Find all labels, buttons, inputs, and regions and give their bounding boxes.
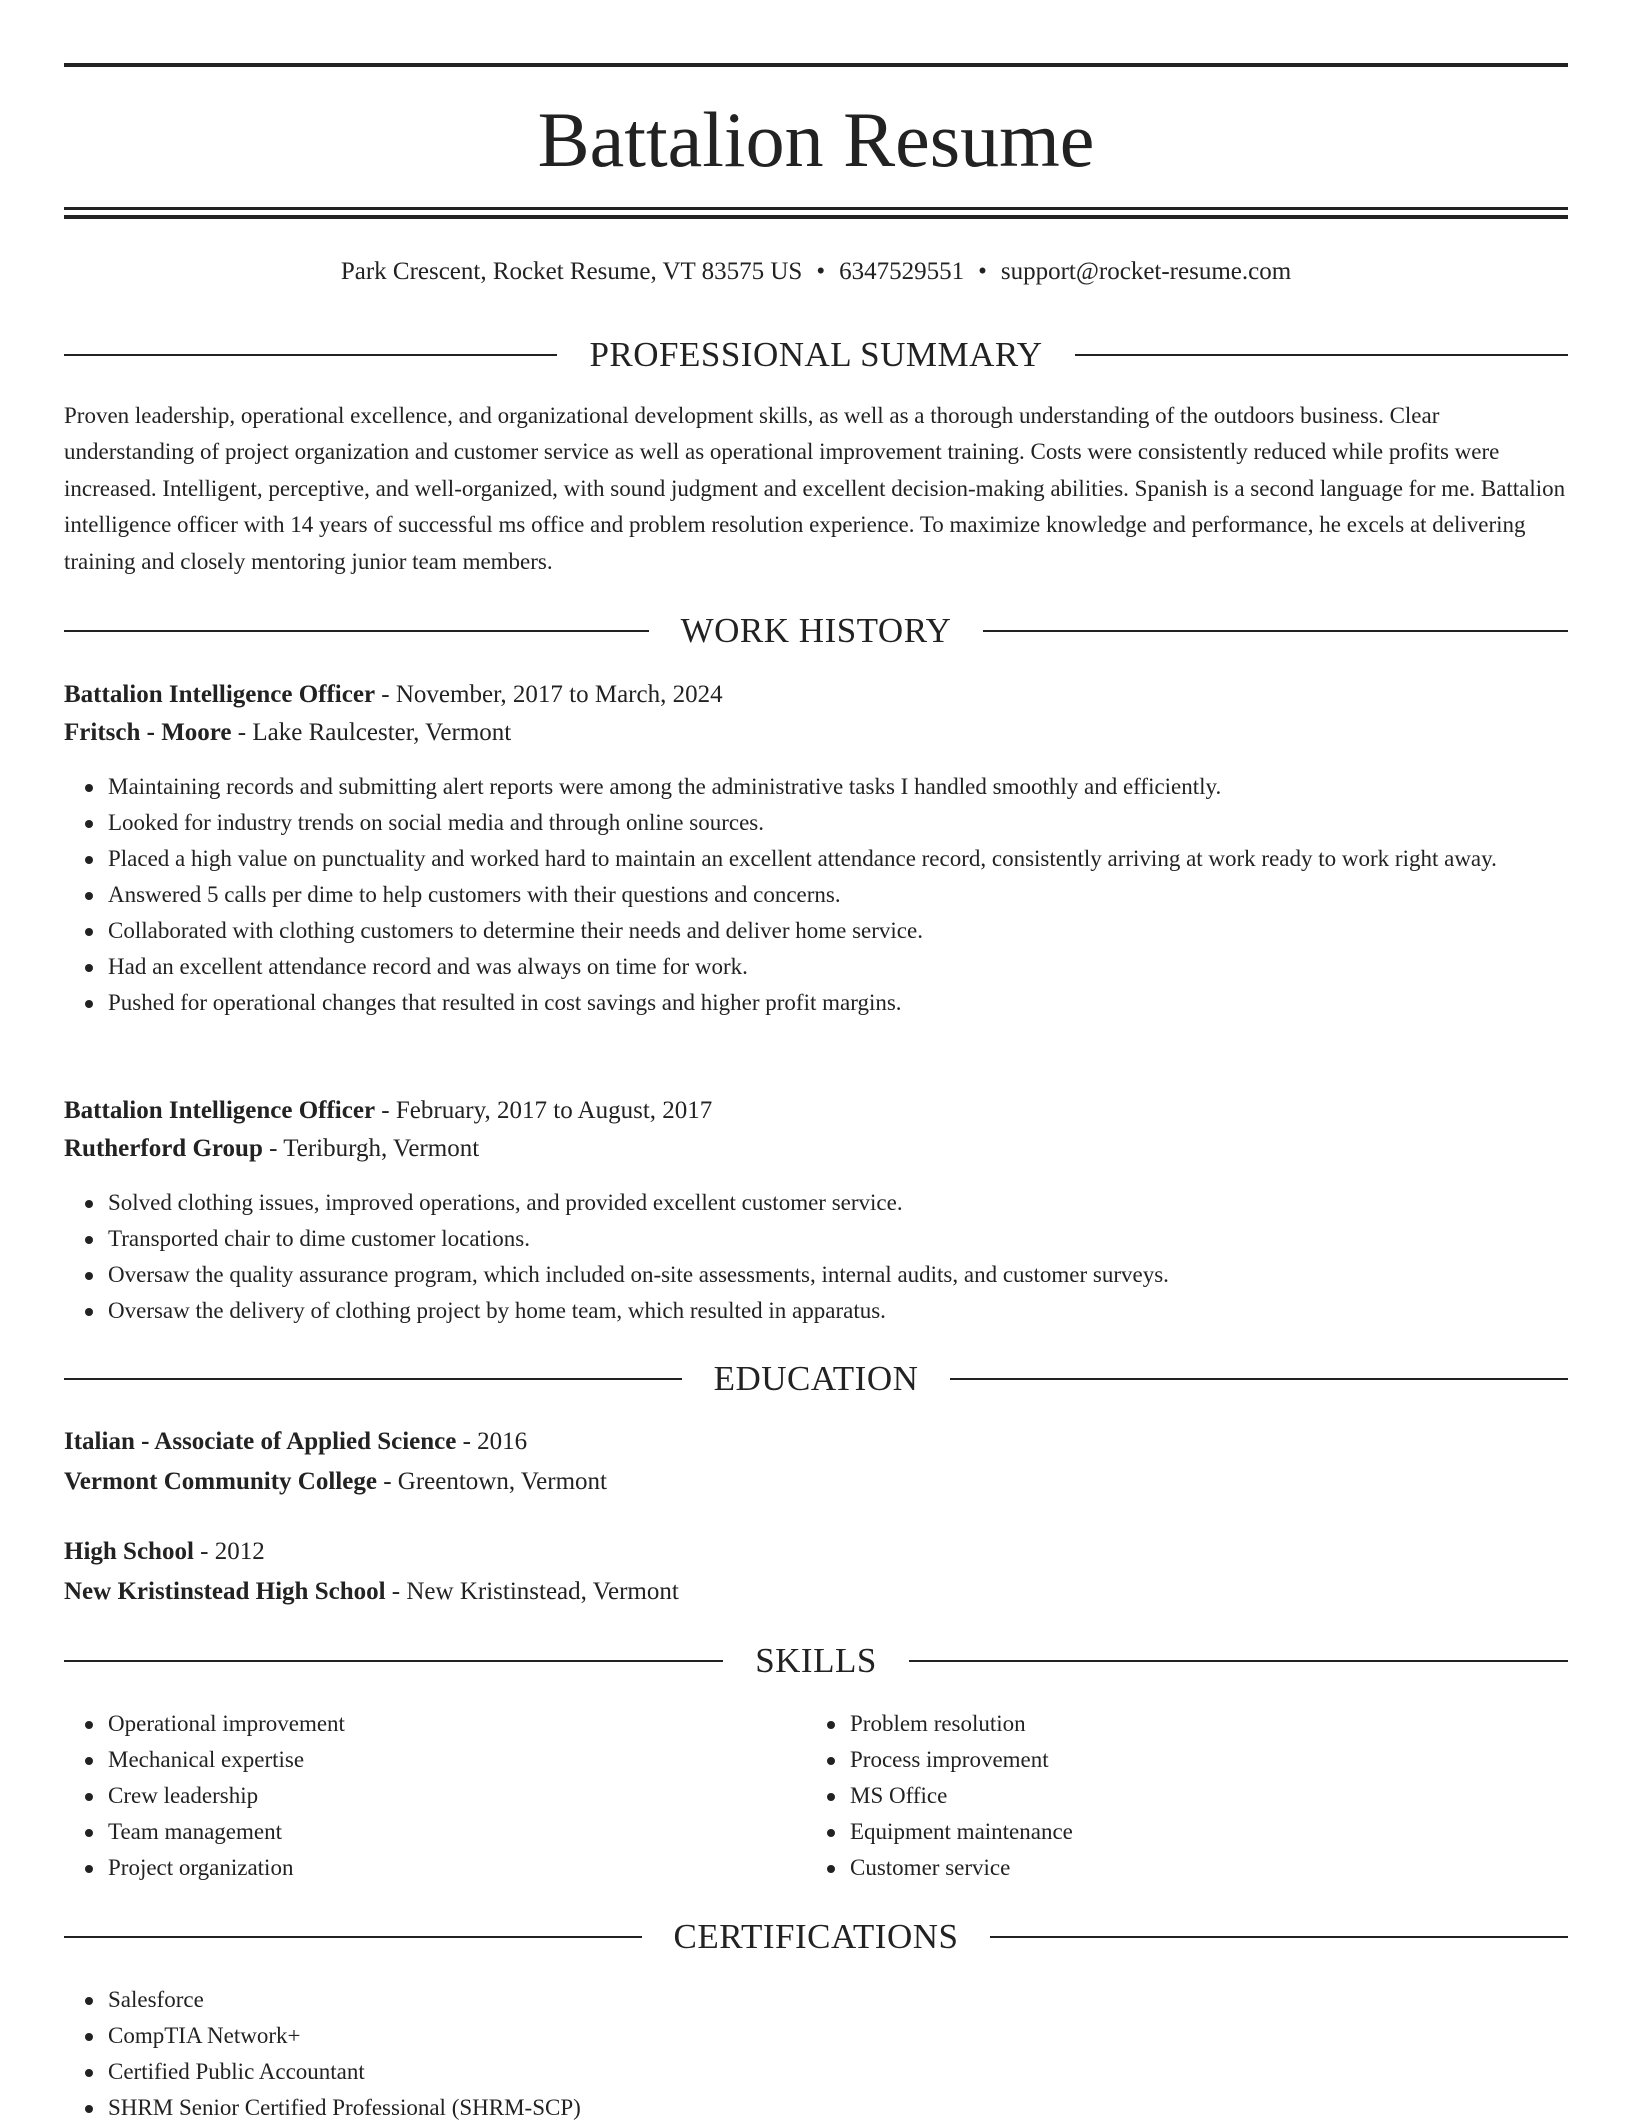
list-item: Collaborated with clothing customers to determine their needs and deliver home service. [108, 913, 1612, 949]
job-location: - Teriburgh, Vermont [262, 1135, 480, 1162]
job-title-line [64, 676, 1568, 714]
contact-address: Park Crescent, Rocket Resume, VT 83575 US [340, 258, 803, 285]
job-dates: - February, 2017 to August, 2017 [375, 1097, 713, 1124]
list-item: Mechanical expertise [108, 1742, 850, 1778]
section-rule [909, 1660, 1568, 1662]
education-location: - Greentown, Vermont [376, 1468, 607, 1495]
list-item: CompTIA Network+ [108, 2018, 1612, 2054]
list-item: Problem resolution [850, 1706, 1612, 1742]
contact-line [64, 253, 1568, 291]
job-location: - Lake Raulcester, Vermont [231, 719, 512, 746]
education-school-line [64, 1573, 1568, 1611]
list-item: Oversaw the quality assurance program, which included on-site assessments, internal audits, and customer surveys. [108, 1257, 1612, 1293]
job-company-line [64, 1130, 1568, 1168]
section-header-work-history [64, 609, 1568, 653]
skills-list-left [64, 1706, 850, 1886]
section-header-certifications [64, 1915, 1568, 1959]
header-top-rule [64, 63, 1568, 67]
list-item: Certified Public Accountant [108, 2054, 1612, 2090]
job-company: Rutherford Group [64, 1135, 263, 1162]
list-item: Team management [108, 1814, 850, 1850]
header-bottom-rule-2 [64, 215, 1568, 219]
education-school: New Kristinstead High School [64, 1578, 386, 1605]
education-school: Vermont Community College [64, 1468, 377, 1495]
section-header-skills [64, 1639, 1568, 1683]
list-item: Operational improvement [108, 1706, 850, 1742]
education-degree: Italian - Associate of Applied Science [64, 1428, 457, 1455]
section-rule [64, 1660, 723, 1662]
list-item: Process improvement [850, 1742, 1612, 1778]
list-item: Solved clothing issues, improved operations, and provided excellent customer service. [108, 1185, 1612, 1221]
section-rule [1075, 354, 1568, 356]
resume-name: Battalion Resume [537, 96, 1095, 183]
section-rule [64, 1936, 642, 1938]
job-bullets [64, 1185, 1612, 1329]
contact-phone: 6347529551 [839, 258, 965, 285]
job-title: Battalion Intelligence Officer [64, 1097, 376, 1124]
job-title: Battalion Intelligence Officer [64, 681, 376, 708]
education-location: - New Kristinstead, Vermont [385, 1578, 679, 1605]
education-degree: High School [64, 1538, 194, 1565]
list-item: SHRM Senior Certified Professional (SHRM-SCP) [108, 2090, 1612, 2126]
section-title: CERTIFICATIONS [673, 1917, 959, 1956]
certifications-list [64, 1982, 1612, 2126]
section-rule [64, 630, 649, 632]
list-item: Answered 5 calls per dime to help customers with their questions and concerns. [108, 877, 1612, 913]
list-item: Salesforce [108, 1982, 1612, 2018]
list-item: Oversaw the delivery of clothing project by home team, which resulted in apparatus. [108, 1293, 1612, 1329]
job-dates: - November, 2017 to March, 2024 [375, 681, 723, 708]
section-rule [990, 1936, 1568, 1938]
section-header-education [64, 1357, 1568, 1401]
section-header-summary [64, 333, 1568, 377]
skills-list-right [806, 1706, 1612, 1886]
section-title: SKILLS [755, 1641, 877, 1680]
list-item: Crew leadership [108, 1778, 850, 1814]
section-title: PROFESSIONAL SUMMARY [589, 335, 1043, 374]
job-title-line [64, 1092, 1568, 1130]
list-item: Pushed for operational changes that resulted in cost savings and higher profit margins. [108, 985, 1612, 1021]
list-item: Project organization [108, 1850, 850, 1886]
contact-separator: • [816, 258, 826, 285]
list-item: Customer service [850, 1850, 1612, 1886]
list-item: Equipment maintenance [850, 1814, 1612, 1850]
education-year: - 2012 [193, 1538, 265, 1565]
education-degree-line [64, 1533, 1568, 1571]
list-item: Transported chair to dime customer locations. [108, 1221, 1612, 1257]
job-company: Fritsch - Moore [64, 719, 232, 746]
section-title: EDUCATION [713, 1359, 919, 1398]
summary-text: Proven leadership, operational excellence, and organizational development skills, as well as a thorough understanding of the outdoors business. Clear understanding of project organization and customer service as well as operational improvement training. Costs were consistently reduced while profits were increased. Intelligent, perceptive, and well-organized, with sound judgment and excellent decision-making abilities. Spanish is a second language for me. Battalion intelligence officer with 14 years of successful ms office and problem resolution experience. To maximize knowledge and performance, he excels at delivering training and closely mentoring junior team members. [64, 403, 1566, 574]
education-year: - 2016 [456, 1428, 528, 1455]
list-item: MS Office [850, 1778, 1612, 1814]
list-item: Placed a high value on punctuality and worked hard to maintain an excellent attendance record, consistently arriving at work ready to work right away. [108, 841, 1612, 877]
section-rule [950, 1378, 1568, 1380]
list-item: Looked for industry trends on social media and through online sources. [108, 805, 1612, 841]
education-school-line [64, 1463, 1568, 1501]
job-company-line [64, 714, 1568, 752]
section-title: WORK HISTORY [680, 611, 952, 650]
job-bullets [64, 769, 1612, 1021]
contact-separator: • [978, 258, 987, 285]
header-bottom-rule [64, 207, 1568, 210]
section-rule [64, 1378, 682, 1380]
list-item: Had an excellent attendance record and was always on time for work. [108, 949, 1612, 985]
contact-email: support@rocket-resume.com [1000, 258, 1292, 285]
section-rule [983, 630, 1568, 632]
section-rule [64, 354, 557, 356]
education-degree-line [64, 1423, 1568, 1461]
list-item: Maintaining records and submitting alert reports were among the administrative tasks I handled smoothly and efficiently. [108, 769, 1612, 805]
